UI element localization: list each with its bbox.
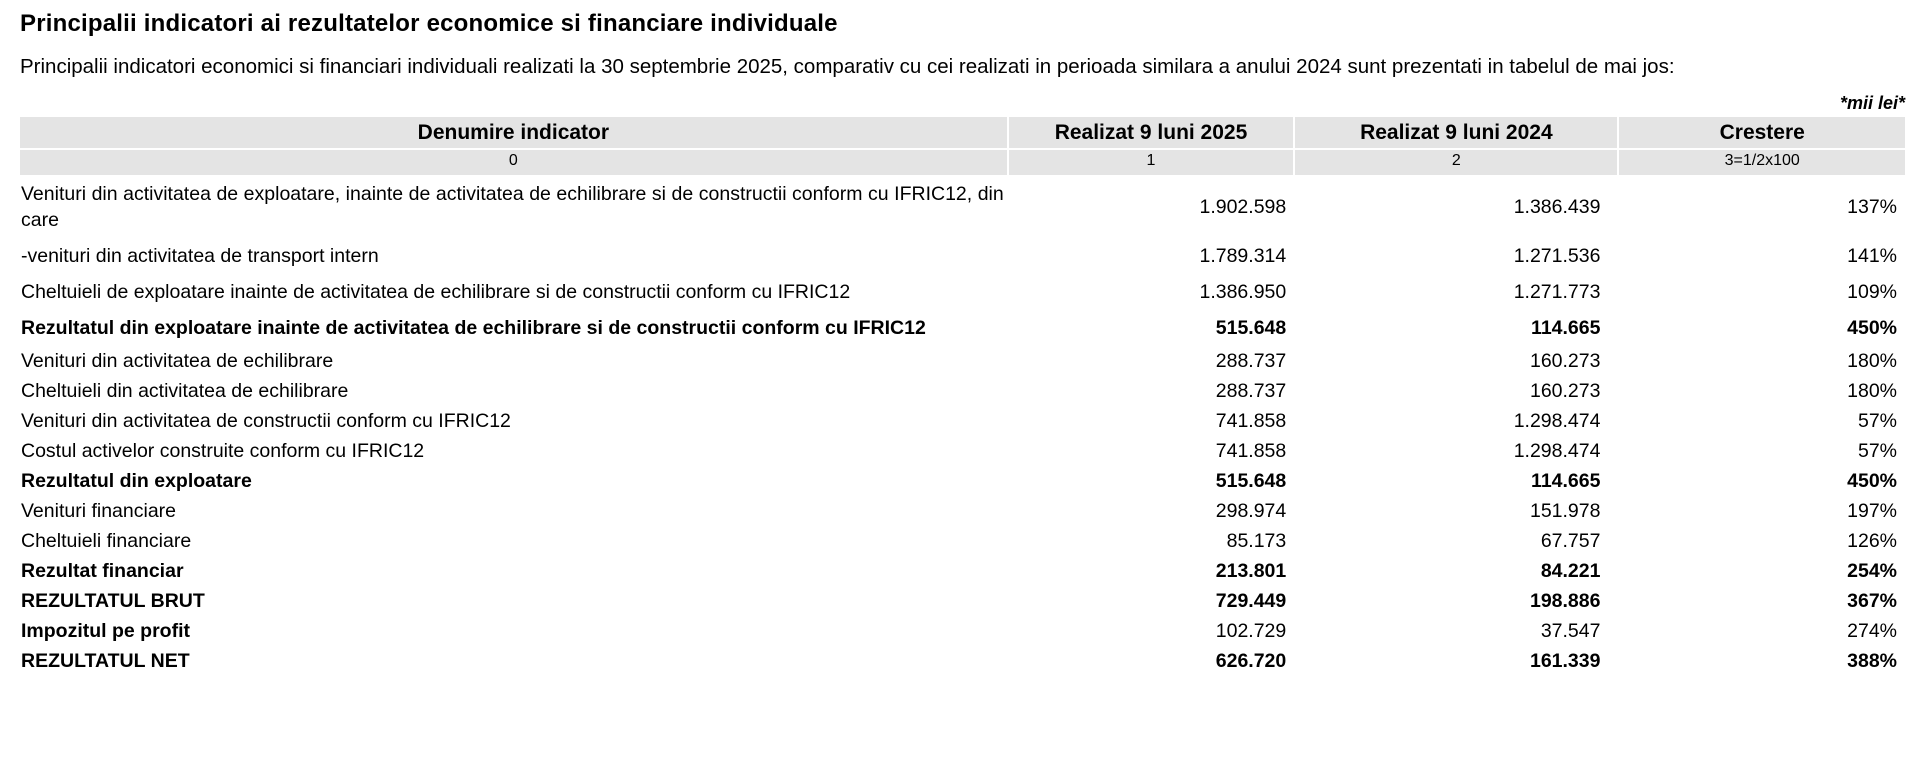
indicator-cell: Venituri din activitatea de echilibrare: [21, 350, 334, 372]
value-2025-cell: 741.858: [1215, 439, 1287, 462]
indicator-cell: Venituri financiare: [21, 500, 177, 522]
value-2024-cell: 1.298.474: [1513, 439, 1601, 462]
growth-cell: 388%: [1847, 649, 1897, 672]
col-subheader-2024: 2: [1294, 149, 1618, 175]
col-header-2025: Realizat 9 luni 2025: [1008, 117, 1295, 149]
indicator-cell: Rezultatul din exploatare: [21, 470, 252, 492]
table-header: [20, 117, 1905, 175]
value-2024-cell: 1.298.474: [1513, 409, 1601, 432]
indicator-cell: Costul activelor construite conform cu IFRIC12: [21, 440, 425, 462]
value-2024-cell: 1.271.536: [1513, 244, 1601, 267]
table-body: [20, 175, 1905, 676]
value-2025-cell: 741.858: [1215, 409, 1287, 432]
table-row: [20, 346, 1905, 376]
growth-cell: 197%: [1847, 499, 1897, 522]
value-2025-cell: 288.737: [1215, 379, 1287, 402]
growth-cell: 57%: [1857, 439, 1897, 462]
growth-cell: 109%: [1847, 280, 1897, 303]
value-2024-cell: 37.547: [1540, 619, 1601, 642]
value-2025-cell: 102.729: [1215, 619, 1287, 642]
indicator-cell: Cheltuieli financiare: [21, 530, 192, 552]
indicator-cell: Impozitul pe profit: [21, 620, 190, 642]
col-header-growth: Crestere: [1618, 117, 1905, 149]
value-2024-cell: 84.221: [1540, 559, 1601, 582]
page-title: Principalii indicatori ai rezultatelor economice si financiare individuale: [20, 10, 838, 37]
growth-cell: 450%: [1847, 469, 1897, 492]
value-2025-cell: 729.449: [1215, 589, 1287, 612]
table-row: [20, 310, 1905, 346]
growth-cell: 450%: [1847, 316, 1897, 339]
intro-paragraph: Principalii indicatori economici si financiari individuali realizati la 30 septembrie 2025, comparativ cu cei realizati in perioada similara a anului 2024 sunt prezentati in tabelul de mai jos:: [20, 55, 1675, 78]
value-2025-cell: 1.789.314: [1199, 244, 1287, 267]
value-2024-cell: 198.886: [1529, 589, 1601, 612]
growth-cell: 367%: [1847, 589, 1897, 612]
col-subheader-indicator: 0: [20, 149, 1008, 175]
table-row: [20, 466, 1905, 496]
indicators-table: [20, 117, 1905, 676]
value-2024-cell: 114.665: [1531, 469, 1601, 492]
table-row: [20, 175, 1905, 238]
growth-cell: 254%: [1847, 559, 1897, 582]
indicator-cell: Venituri din activitatea de constructii conform cu IFRIC12: [21, 410, 511, 432]
value-2024-cell: 161.339: [1529, 649, 1601, 672]
growth-cell: 137%: [1847, 195, 1897, 218]
value-2025-cell: 1.386.950: [1199, 280, 1287, 303]
indicator-cell: REZULTATUL BRUT: [21, 590, 205, 612]
indicator-cell: Cheltuieli de exploatare inainte de activitatea de echilibrare si de constructii conform cu IFRIC12: [21, 281, 851, 303]
value-2024-cell: 1.386.439: [1513, 195, 1601, 218]
value-2024-cell: 160.273: [1529, 379, 1601, 402]
table-row: [20, 274, 1905, 310]
value-2025-cell: 298.974: [1215, 499, 1287, 522]
subheader-row: [20, 149, 1905, 175]
indicator-cell: Venituri din activitatea de exploatare, inainte de activitatea de echilibrare si de constructii conform cu IFRIC12, din care: [21, 183, 1004, 231]
indicator-cell: REZULTATUL NET: [21, 650, 190, 672]
table-row: [20, 586, 1905, 616]
value-2024-cell: 114.665: [1531, 316, 1601, 339]
indicator-cell: Cheltuieli din activitatea de echilibrare: [21, 380, 349, 402]
col-header-indicator: Denumire indicator: [20, 117, 1008, 149]
value-2024-cell: 151.978: [1529, 499, 1601, 522]
col-header-2024: Realizat 9 luni 2024: [1294, 117, 1618, 149]
table-row: [20, 496, 1905, 526]
value-2025-cell: 85.173: [1226, 529, 1287, 552]
col-subheader-2025: 1: [1008, 149, 1295, 175]
table-row: [20, 526, 1905, 556]
table-row: [20, 616, 1905, 646]
growth-cell: 141%: [1847, 244, 1897, 267]
indicator-cell: -venituri din activitatea de transport intern: [21, 245, 379, 267]
table-row: [20, 646, 1905, 676]
growth-cell: 180%: [1847, 349, 1897, 372]
value-2025-cell: 213.801: [1215, 559, 1287, 582]
value-2025-cell: 515.648: [1215, 316, 1287, 339]
value-2024-cell: 1.271.773: [1513, 280, 1601, 303]
unit-note: *mii lei*: [1839, 93, 1905, 113]
header-row: [20, 117, 1905, 149]
table-row: [20, 376, 1905, 406]
growth-cell: 126%: [1847, 529, 1897, 552]
table-row: [20, 406, 1905, 436]
indicator-cell: Rezultatul din exploatare inainte de activitatea de echilibrare si de constructii conform cu IFRIC12: [21, 317, 926, 339]
table-row: [20, 556, 1905, 586]
table-row: [20, 436, 1905, 466]
value-2025-cell: 1.902.598: [1199, 195, 1287, 218]
growth-cell: 180%: [1847, 379, 1897, 402]
value-2025-cell: 626.720: [1215, 649, 1287, 672]
col-subheader-growth: 3=1/2x100: [1618, 149, 1905, 175]
growth-cell: 57%: [1857, 409, 1897, 432]
value-2025-cell: 288.737: [1215, 349, 1287, 372]
value-2025-cell: 515.648: [1215, 469, 1287, 492]
table-row: [20, 238, 1905, 274]
value-2024-cell: 67.757: [1540, 529, 1601, 552]
value-2024-cell: 160.273: [1529, 349, 1601, 372]
growth-cell: 274%: [1847, 619, 1897, 642]
indicator-cell: Rezultat financiar: [21, 560, 184, 582]
